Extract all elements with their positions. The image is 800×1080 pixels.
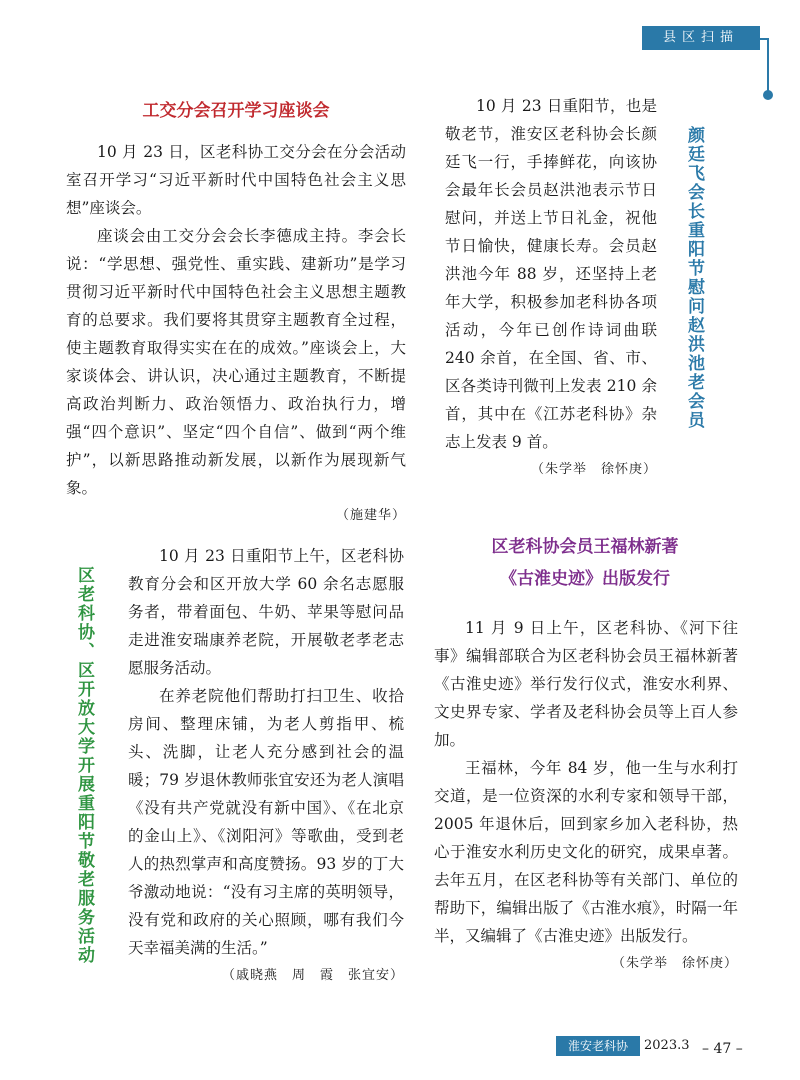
article3-byline: （戚晓燕 周 霞 张宜安） — [221, 968, 404, 983]
article3-paragraph: 在养老院他们帮助打扫卫生、收拾房间、整理床铺，为老人剪指甲、梳头、洗脚，让老人充分感到社会的温暖；79 岁退休教师张宜安还为老人演唱《没有共产党就没有新中国》、《在北京的金山上》、《浏阳河》等歌曲，受到老人的热烈掌声和高度赞扬。93 岁的丁大爷激动地说：“没有习主席的英明领导，没有党和政府的关心照顾，哪有我们今天幸福美满的生活。” — [128, 687, 404, 957]
article2-byline: （朱学举 徐怀庚） — [530, 462, 657, 477]
article4-byline: （朱学举 徐怀庚） — [611, 956, 738, 971]
article2-body — [445, 92, 657, 484]
article4-title-line1: 区老科协会员王福林新著 — [491, 537, 679, 557]
article3-title: 区老科协、区开放大学开展重阳节敬老服务活动 — [74, 566, 94, 965]
article3-body — [128, 542, 404, 990]
article1-title: 工交分会召开学习座谈会 — [142, 101, 330, 121]
article1-byline: （施建华） — [335, 508, 406, 523]
article4-paragraph: 王福林，今年 84 岁，他一生与水利打交道，是一位资深的水利专家和领导干部，2005 年退休后，回到家乡加入老科协，热心于淮安水利历史文化的研究，成果卓著。去年五月，在区老科协等有关部门、单位的帮助下，编辑出版了《古淮水痕》，时隔一年半，又编辑了《古淮史迹》出版发行。 — [434, 759, 738, 945]
footer-issue: 2023.3 — [644, 1038, 690, 1053]
article2-title: 颜廷飞会长重阳节慰问赵洪池老会员 — [684, 126, 704, 430]
article2-paragraph: 10 月 23 日重阳节，也是敬老节，淮安区老科协会长颜廷飞一行，手捧鲜花，向该协会最年长会员赵洪池表示节日慰问，并送上节日礼金，祝他节日愉快，健康长寿。会员赵洪池今年 88 岁，还坚持上老年大学，积极参加老科协各项活动，今年已创作诗词曲联 240 余首，在全国、省、市、区各类诗刊微刊上发表 210 余首，其中在《江苏老科协》杂志上发表 9 首。 — [445, 97, 657, 451]
header-dot — [763, 90, 773, 100]
article1-paragraph: 10 月 23 日，区老科协工交分会在分会活动室召开学习“习近平新时代中国特色社会主义思想”座谈会。 — [66, 143, 406, 217]
page-number: – 47 – — [702, 1041, 743, 1057]
section-tag: 县区扫描 — [642, 26, 760, 50]
article1-paragraph: 座谈会由工交分会会长李德成主持。李会长说：“学思想、强党性、重实践、建新功”是学习贯彻习近平新时代中国特色社会主义思想主题教育的总要求。我们要将其贯穿主题教育全过程，使主题教育取得实实在在的成效。”座谈会上，大家谈体会、讲认识，决心通过主题教育，不断提高政治判断力、政治领悟力、政治执行力，增强“四个意识”、坚定“四个自信”、做到“两个维护”，以新思路推动新发展，以新作为展现新气象。 — [66, 227, 406, 497]
article1-body — [66, 138, 406, 530]
article4-title-line2: 《古淮史迹》出版发行 — [500, 569, 670, 589]
footer-magazine-name: 淮安老科协 — [556, 1036, 640, 1056]
article4-body — [434, 614, 738, 978]
article4-paragraph: 11 月 9 日上午，区老科协、《河下往事》编辑部联合为区老科协会员王福林新著《古淮史迹》举行发行仪式，淮安水利界、文史界专家、学者及老科协会员等上百人参加。 — [434, 619, 738, 749]
header-vertical-rule — [767, 38, 769, 94]
article3-paragraph: 10 月 23 日重阳节上午，区老科协教育分会和区开放大学 60 余名志愿服务者，带着面包、牛奶、苹果等慰问品走进淮安瑞康养老院，开展敬老孝老志愿服务活动。 — [128, 547, 404, 677]
